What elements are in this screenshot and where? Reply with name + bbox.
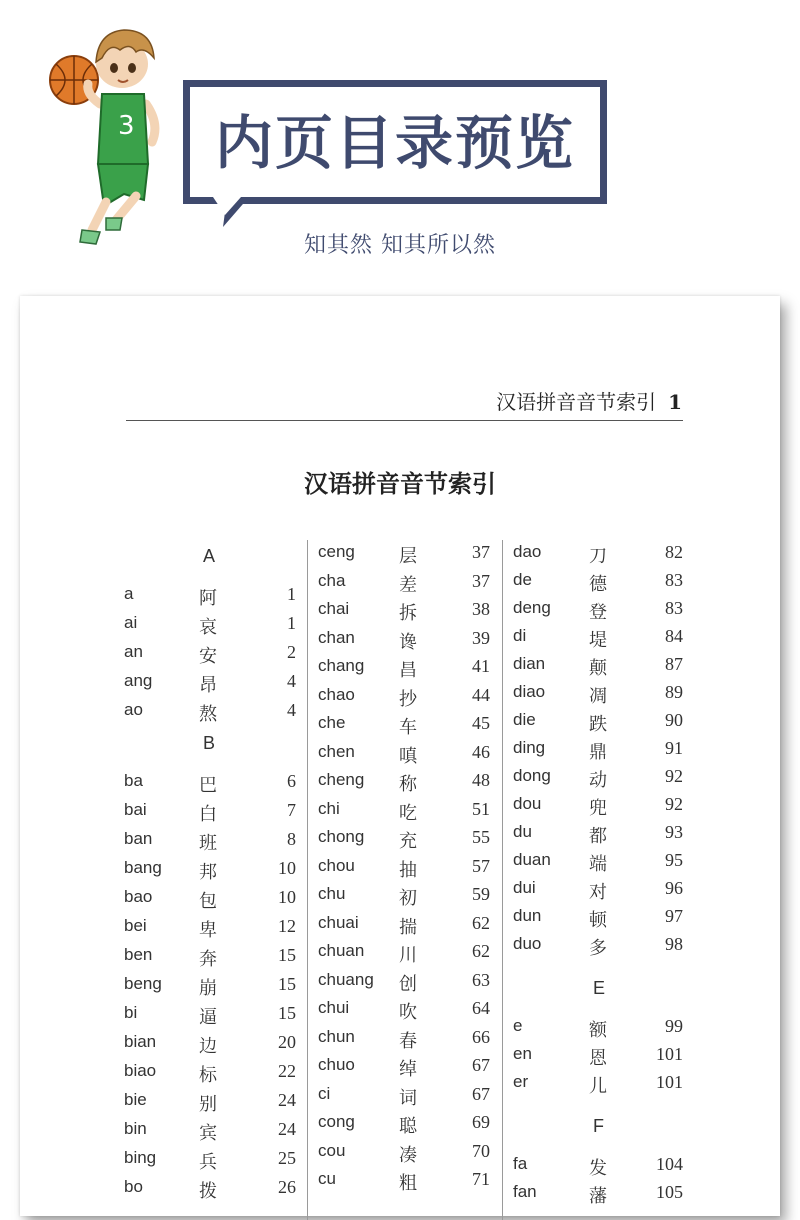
syllable-character: 包: [199, 891, 217, 912]
syllable-page: 22: [278, 1061, 296, 1081]
index-entry: [318, 854, 490, 883]
index-entry: [318, 569, 490, 598]
index-entry: [318, 597, 490, 626]
syllable-character: 车: [399, 717, 417, 738]
syllable-character: 堤: [589, 630, 607, 651]
syllable-character: 登: [589, 602, 607, 623]
syllable-pinyin: cha: [318, 570, 346, 590]
syllable-page: 97: [665, 906, 683, 926]
syllable-pinyin: bo: [124, 1177, 143, 1196]
syllable-character: 刀: [589, 546, 607, 567]
syllable-character: 宾: [199, 1123, 217, 1144]
syllable-character: 阿: [199, 588, 217, 609]
index-entry: [318, 654, 490, 683]
letter-heading: [513, 1110, 683, 1152]
syllable-page: 67: [472, 1083, 490, 1104]
syllable-page: 96: [665, 878, 683, 898]
syllable-character: 聪: [399, 1116, 417, 1137]
syllable-pinyin: cu: [318, 1169, 336, 1188]
index-entry: [318, 996, 490, 1025]
syllable-page: 57: [472, 855, 490, 876]
index-entry: [124, 827, 296, 856]
syllable-pinyin: fan: [513, 1182, 537, 1201]
index-entry: [513, 1152, 683, 1180]
syllable-page: 6: [287, 771, 296, 791]
index-entry: [124, 885, 296, 914]
syllable-page: 98: [665, 934, 683, 954]
syllable-page: 7: [287, 800, 296, 820]
column-divider: [502, 540, 503, 1220]
index-entry: [513, 932, 683, 960]
syllable-page: 4: [287, 700, 296, 720]
title-speech-box: [183, 80, 607, 204]
speech-bubble-tail: [205, 197, 265, 229]
column-divider: [307, 540, 308, 1220]
syllable-character: 颠: [589, 658, 607, 679]
letter-heading-text: F: [593, 1116, 604, 1136]
syllable-pinyin: bie: [124, 1090, 147, 1109]
syllable-page: 95: [665, 850, 683, 870]
syllable-page: 26: [278, 1177, 296, 1197]
syllable-pinyin: chao: [318, 684, 355, 704]
syllable-character: 兵: [199, 1152, 217, 1173]
syllable-page: 89: [665, 682, 683, 702]
index-entry: [513, 1042, 683, 1070]
syllable-character: 边: [199, 1036, 217, 1057]
index-entry: [513, 736, 683, 764]
index-column-3: [513, 540, 683, 1208]
index-entry: [124, 972, 296, 1001]
group-spacer: [513, 960, 683, 972]
index-entry: [318, 1167, 490, 1196]
index-title: 汉语拼音音节索引: [304, 469, 496, 498]
syllable-page: 66: [472, 1026, 490, 1047]
svg-text:3: 3: [118, 111, 135, 141]
syllable-pinyin: dui: [513, 878, 536, 897]
index-entry: [513, 1180, 683, 1208]
syllable-page: 101: [656, 1044, 683, 1064]
syllable-pinyin: chong: [318, 827, 365, 846]
syllable-page: 92: [665, 794, 683, 814]
index-entry: [318, 825, 490, 854]
index-entry: [513, 568, 683, 596]
syllable-pinyin: biao: [124, 1061, 157, 1080]
syllable-character: 凑: [399, 1144, 417, 1166]
syllable-pinyin: fa: [513, 1154, 528, 1173]
syllable-page: 48: [472, 770, 490, 790]
syllable-pinyin: ai: [124, 613, 138, 632]
syllable-character: 拨: [199, 1181, 217, 1202]
syllable-page: 45: [472, 713, 490, 733]
letter-heading-text: E: [593, 978, 606, 998]
syllable-page: 38: [472, 599, 490, 619]
index-entry: [124, 1117, 296, 1146]
index-entry: [124, 611, 296, 640]
index-entry: [318, 939, 490, 968]
syllable-character: 词: [399, 1087, 417, 1109]
index-entry: [318, 797, 490, 826]
syllable-pinyin: bai: [124, 800, 147, 819]
index-entry: [124, 1059, 296, 1088]
syllable-character: 昂: [199, 675, 217, 696]
syllable-page: 10: [278, 887, 296, 907]
syllable-character: 藩: [589, 1186, 607, 1207]
syllable-character: 额: [589, 1020, 607, 1041]
syllable-page: 83: [665, 570, 683, 590]
syllable-pinyin: ben: [124, 945, 153, 964]
index-entry: [318, 911, 490, 940]
syllable-pinyin: beng: [124, 974, 162, 993]
syllable-character: 都: [589, 826, 607, 847]
index-entry: [318, 1110, 490, 1139]
syllable-pinyin: de: [513, 570, 532, 589]
syllable-page: 70: [472, 1140, 490, 1161]
syllable-pinyin: di: [513, 626, 527, 645]
syllable-pinyin: ceng: [318, 542, 355, 561]
syllable-pinyin: ding: [513, 738, 546, 757]
syllable-character: 多: [589, 938, 607, 959]
syllable-page: 12: [278, 916, 296, 936]
syllable-character: 拆: [399, 603, 417, 624]
index-entry: [318, 711, 490, 740]
index-entry: [318, 882, 490, 911]
syllable-pinyin: bi: [124, 1003, 138, 1022]
index-entry: [513, 708, 683, 736]
index-entry: [124, 769, 296, 798]
syllable-pinyin: bei: [124, 916, 147, 935]
syllable-pinyin: chai: [318, 599, 350, 618]
index-entry: [124, 856, 296, 885]
syllable-character: 标: [199, 1065, 217, 1086]
index-column-2: [318, 540, 490, 1196]
syllable-pinyin: e: [513, 1016, 523, 1035]
syllable-pinyin: bin: [124, 1119, 147, 1138]
syllable-page: 64: [472, 998, 490, 1018]
syllable-page: 1: [287, 584, 296, 604]
syllable-character: 顿: [589, 910, 607, 931]
syllable-character: 春: [399, 1030, 417, 1052]
index-entry: [124, 582, 296, 611]
syllable-page: 67: [472, 1055, 490, 1075]
syllable-pinyin: ci: [318, 1083, 331, 1103]
syllable-pinyin: che: [318, 713, 346, 732]
index-entry: [513, 848, 683, 876]
syllable-page: 51: [472, 798, 490, 819]
slogan: 知其然 知其所以然: [304, 233, 496, 258]
syllable-page: 24: [278, 1119, 296, 1139]
group-spacer: [513, 1098, 683, 1110]
index-entry: [513, 596, 683, 624]
syllable-page: 20: [278, 1032, 296, 1052]
syllable-pinyin: chan: [318, 627, 355, 647]
syllable-pinyin: chang: [318, 656, 365, 675]
syllable-character: 揣: [399, 916, 417, 938]
index-entry: [124, 640, 296, 669]
syllable-pinyin: chu: [318, 884, 346, 903]
syllable-character: 恩: [589, 1048, 607, 1069]
syllable-character: 发: [589, 1158, 607, 1179]
index-entry: [124, 1030, 296, 1059]
syllable-pinyin: chuai: [318, 912, 359, 932]
syllable-character: 昌: [399, 660, 417, 681]
index-entry: [318, 1025, 490, 1054]
syllable-page: 2: [287, 642, 296, 662]
syllable-pinyin: chou: [318, 855, 355, 875]
syllable-pinyin: du: [513, 822, 532, 841]
syllable-pinyin: duan: [513, 850, 551, 869]
index-entry: [318, 683, 490, 712]
syllable-page: 39: [472, 627, 490, 648]
syllable-page: 41: [472, 656, 490, 676]
letter-heading: [124, 727, 296, 769]
syllable-character: 初: [399, 888, 417, 909]
syllable-pinyin: ao: [124, 700, 143, 719]
syllable-page: 59: [472, 884, 490, 904]
syllable-page: 87: [665, 654, 683, 674]
syllable-pinyin: ang: [124, 671, 153, 690]
index-entry: [513, 876, 683, 904]
syllable-character: 充: [399, 831, 417, 852]
index-entry: [124, 1146, 296, 1175]
syllable-page: 71: [472, 1169, 490, 1189]
syllable-character: 德: [589, 574, 607, 595]
syllable-character: 绰: [399, 1059, 417, 1080]
syllable-page: 55: [472, 827, 490, 847]
index-entry: [513, 820, 683, 848]
syllable-pinyin: chui: [318, 998, 350, 1017]
letter-heading: [124, 540, 296, 582]
syllable-pinyin: cheng: [318, 770, 365, 789]
section-title: 内页目录预览: [214, 109, 575, 177]
syllable-character: 称: [399, 774, 417, 795]
syllable-page: 105: [656, 1182, 683, 1202]
letter-heading-text: B: [203, 733, 216, 753]
syllable-pinyin: en: [513, 1044, 532, 1063]
syllable-page: 92: [665, 766, 683, 786]
letter-heading-text: A: [203, 546, 216, 566]
syllable-page: 15: [278, 1003, 296, 1023]
syllable-character: 巴: [199, 775, 217, 796]
index-entry: [513, 624, 683, 652]
syllable-page: 104: [656, 1154, 683, 1174]
syllable-character: 层: [399, 546, 417, 567]
syllable-page: 91: [665, 738, 683, 758]
index-entry: [318, 1082, 490, 1111]
index-column-1: [124, 540, 296, 1204]
syllable-pinyin: die: [513, 710, 536, 729]
syllable-character: 差: [399, 574, 417, 596]
syllable-pinyin: dou: [513, 794, 542, 813]
syllable-pinyin: bang: [124, 858, 162, 877]
syllable-page: 101: [656, 1072, 683, 1092]
syllable-character: 对: [589, 882, 607, 903]
syllable-character: 动: [589, 770, 607, 791]
syllable-page: 8: [287, 829, 296, 849]
syllable-character: 粗: [399, 1173, 417, 1194]
index-entry: [318, 1139, 490, 1168]
syllable-page: 44: [472, 684, 490, 705]
syllable-pinyin: chuo: [318, 1055, 355, 1074]
index-entry: [513, 680, 683, 708]
syllable-character: 卑: [199, 920, 217, 941]
index-entry: [513, 764, 683, 792]
index-entry: [318, 626, 490, 655]
index-entry: [124, 1088, 296, 1117]
syllable-page: 90: [665, 710, 683, 730]
syllable-character: 凋: [589, 686, 607, 707]
syllable-pinyin: chi: [318, 798, 340, 818]
syllable-page: 1: [287, 613, 296, 633]
syllable-character: 哀: [199, 617, 217, 638]
syllable-character: 安: [199, 646, 217, 667]
syllable-page: 46: [472, 741, 490, 762]
index-entry: [513, 792, 683, 820]
syllable-character: 吹: [399, 1002, 417, 1023]
syllable-page: 4: [287, 671, 296, 691]
syllable-character: 嗔: [399, 745, 417, 767]
syllable-page: 25: [278, 1148, 296, 1168]
index-entry: [124, 698, 296, 727]
running-head: [126, 386, 682, 415]
syllable-page: 15: [278, 974, 296, 994]
index-page-sheet: [20, 296, 780, 1216]
index-entry: [318, 540, 490, 569]
letter-heading: [513, 972, 683, 1014]
index-entry: [124, 1001, 296, 1030]
syllable-character: 班: [199, 833, 217, 854]
syllable-page: 99: [665, 1016, 683, 1036]
index-entry: [318, 1053, 490, 1082]
index-entry: [318, 740, 490, 769]
index-entry: [513, 540, 683, 568]
index-entry: [318, 768, 490, 797]
index-entry: [513, 904, 683, 932]
syllable-page: 83: [665, 598, 683, 618]
syllable-pinyin: ban: [124, 829, 153, 848]
syllable-page: 82: [665, 542, 683, 562]
running-head-title: 汉语拼音音节索引: [496, 390, 657, 414]
syllable-character: 兜: [589, 798, 607, 819]
index-entry: [513, 652, 683, 680]
syllable-pinyin: duo: [513, 934, 542, 953]
syllable-page: 69: [472, 1112, 490, 1132]
syllable-character: 儿: [589, 1076, 607, 1097]
syllable-character: 谗: [399, 631, 417, 653]
syllable-character: 奔: [199, 949, 217, 970]
syllable-pinyin: er: [513, 1072, 529, 1091]
syllable-pinyin: chuang: [318, 969, 374, 989]
header-rule: [126, 420, 683, 421]
syllable-pinyin: cou: [318, 1140, 346, 1160]
syllable-page: 62: [472, 912, 490, 933]
page-number: 1: [668, 390, 682, 414]
syllable-page: 63: [472, 969, 490, 990]
index-entry: [513, 1070, 683, 1098]
syllable-character: 跌: [589, 714, 607, 735]
syllable-pinyin: bian: [124, 1032, 157, 1051]
syllable-page: 93: [665, 822, 683, 842]
syllable-character: 别: [199, 1094, 217, 1115]
syllable-pinyin: bing: [124, 1148, 157, 1167]
syllable-character: 端: [589, 854, 607, 875]
index-entry: [318, 968, 490, 997]
syllable-page: 37: [472, 542, 490, 562]
syllable-page: 62: [472, 941, 490, 961]
syllable-pinyin: diao: [513, 682, 546, 701]
index-entry: [124, 943, 296, 972]
syllable-pinyin: bao: [124, 887, 153, 906]
syllable-pinyin: dian: [513, 654, 546, 673]
syllable-character: 逼: [199, 1007, 217, 1028]
syllable-pinyin: a: [124, 584, 134, 603]
syllable-page: 15: [278, 945, 296, 965]
syllable-pinyin: chuan: [318, 941, 365, 960]
syllable-pinyin: ba: [124, 771, 143, 790]
syllable-character: 白: [199, 804, 217, 825]
syllable-page: 10: [278, 858, 296, 878]
syllable-page: 24: [278, 1090, 296, 1110]
syllable-pinyin: dao: [513, 542, 542, 561]
syllable-pinyin: an: [124, 642, 143, 661]
syllable-pinyin: dong: [513, 766, 551, 785]
syllable-pinyin: chun: [318, 1026, 355, 1046]
syllable-character: 邦: [199, 862, 217, 883]
syllable-pinyin: cong: [318, 1112, 355, 1131]
syllable-page: 37: [472, 570, 490, 591]
syllable-character: 崩: [199, 978, 217, 999]
syllable-character: 吃: [399, 802, 417, 824]
syllable-character: 川: [399, 945, 417, 966]
index-entry: [513, 1014, 683, 1042]
index-entry: [124, 798, 296, 827]
syllable-character: 抄: [399, 688, 417, 710]
syllable-character: 创: [399, 973, 417, 995]
syllable-page: 84: [665, 626, 683, 646]
syllable-character: 抽: [399, 859, 417, 881]
syllable-character: 鼎: [589, 742, 607, 763]
index-entry: [124, 669, 296, 698]
index-entry: [124, 914, 296, 943]
syllable-pinyin: dun: [513, 906, 542, 925]
syllable-pinyin: chen: [318, 741, 355, 761]
syllable-character: 熬: [199, 704, 217, 725]
syllable-pinyin: deng: [513, 598, 551, 617]
